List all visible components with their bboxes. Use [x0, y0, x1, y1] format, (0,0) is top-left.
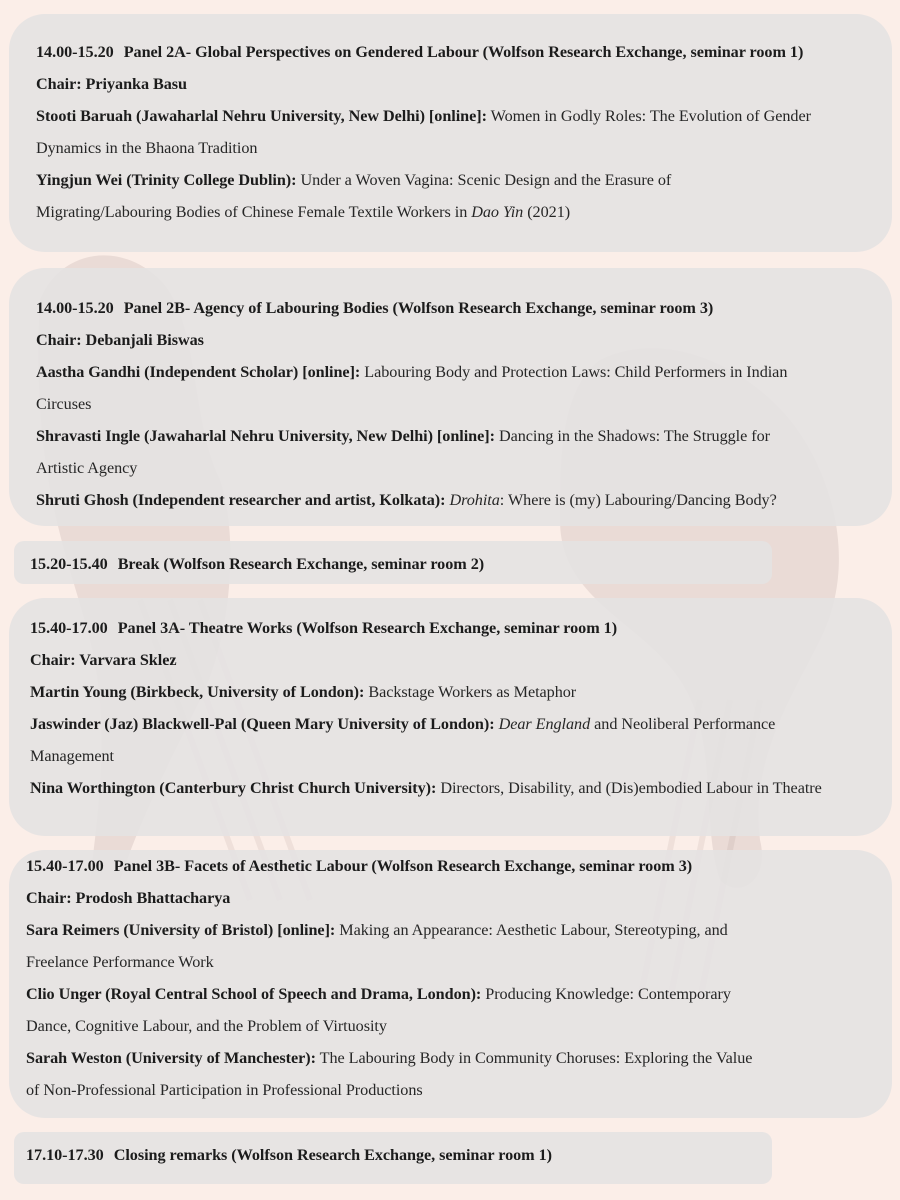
- talk-title: Dancing in the Shadows: The Struggle for: [498, 427, 770, 445]
- talk-title-continued: Artistic Agency: [36, 459, 138, 477]
- session-chair: Chair: Prodosh Bhattacharya: [26, 889, 231, 907]
- session-heading: [30, 618, 617, 638]
- talk-speaker: Yingjun Wei (Trinity College Dublin):: [36, 171, 297, 189]
- session-heading: [26, 1145, 552, 1165]
- talk-speaker: Shruti Ghosh (Independent researcher and artist, Kolkata):: [36, 491, 446, 509]
- session-chair: Chair: Priyanka Basu: [36, 75, 188, 93]
- talk-speaker: Stooti Baruah (Jawaharlal Nehru University, New Delhi) [online]:: [36, 107, 487, 125]
- talk-title-continued: Circuses: [36, 395, 92, 413]
- session-label: Break (Wolfson Research Exchange, seminar room 2): [117, 555, 485, 573]
- talk-speaker: Clio Unger (Royal Central School of Speech and Drama, London):: [26, 985, 482, 1003]
- talk-title: The Labouring Body in Community Choruses: Exploring the Value: [319, 1049, 753, 1067]
- talk-speaker: Shravasti Ingle (Jawaharlal Nehru University, New Delhi) [online]:: [36, 427, 495, 445]
- talk-entry: [26, 1048, 752, 1068]
- talk-title-text: (2021): [527, 203, 571, 221]
- talk-entry: [30, 682, 576, 702]
- talk-title-italic: Dear England: [498, 715, 591, 733]
- talk-title-continued: Dynamics in the Bhaona Tradition: [36, 139, 258, 157]
- talk-title: Making an Appearance: Aesthetic Labour, Stereotyping, and: [339, 921, 728, 939]
- session-heading: [36, 42, 803, 62]
- talk-entry: [36, 490, 777, 510]
- talk-entry: [26, 984, 731, 1004]
- session-label: Panel 3A- Theatre Works (Wolfson Research Exchange, seminar room 1): [117, 619, 618, 637]
- session-label: Closing remarks (Wolfson Research Exchange, seminar room 1): [113, 1146, 552, 1164]
- talk-title-continued: Freelance Performance Work: [26, 953, 214, 971]
- talk-entry: [36, 170, 671, 190]
- session-chair: Chair: Debanjali Biswas: [36, 331, 204, 349]
- talk-title-continued: of Non-Professional Participation in Professional Productions: [26, 1081, 423, 1099]
- talk-entry: [30, 778, 822, 798]
- session-time: 15.40-17.00: [30, 619, 108, 637]
- session-time: 14.00-15.20: [36, 299, 114, 317]
- talk-entry: [26, 920, 728, 940]
- talk-title-continued: Dance, Cognitive Labour, and the Problem of Virtuosity: [26, 1017, 387, 1035]
- talk-title: Backstage Workers as Metaphor: [368, 683, 577, 701]
- session-time: 17.10-17.30: [26, 1146, 104, 1164]
- talk-entry: [36, 106, 811, 126]
- session-time: 15.40-17.00: [26, 857, 104, 875]
- session-time: 14.00-15.20: [36, 43, 114, 61]
- talk-speaker: Martin Young (Birkbeck, University of London):: [30, 683, 365, 701]
- talk-entry: [36, 362, 787, 382]
- talk-title: Directors, Disability, and (Dis)embodied Labour in Theatre: [440, 779, 822, 797]
- talk-title: : Where is (my) Labouring/Dancing Body?: [499, 491, 777, 509]
- session-heading: [30, 554, 484, 574]
- talk-speaker: Nina Worthington (Canterbury Christ Church University):: [30, 779, 437, 797]
- session-time: 15.20-15.40: [30, 555, 108, 573]
- talk-title-italic: Drohita: [449, 491, 500, 509]
- talk-title: Producing Knowledge: Contemporary: [485, 985, 731, 1003]
- session-chair: Chair: Varvara Sklez: [30, 651, 177, 669]
- session-label: Panel 2B- Agency of Labouring Bodies (Wolfson Research Exchange, seminar room 3): [123, 299, 714, 317]
- talk-title-continued: [36, 202, 570, 222]
- talk-title: Women in Godly Roles: The Evolution of Gender: [490, 107, 811, 125]
- talk-title-continued: Management: [30, 747, 115, 765]
- talk-speaker: Aastha Gandhi (Independent Scholar) [online]:: [36, 363, 361, 381]
- session-label: Panel 3B- Facets of Aesthetic Labour (Wolfson Research Exchange, seminar room 3): [113, 857, 693, 875]
- talk-speaker: Sara Reimers (University of Bristol) [online]:: [26, 921, 336, 939]
- talk-title: Under a Woven Vagina: Scenic Design and the Erasure of: [300, 171, 672, 189]
- talk-title: and Neoliberal Performance: [594, 715, 776, 733]
- talk-entry: [36, 426, 770, 446]
- talk-speaker: Sarah Weston (University of Manchester):: [26, 1049, 316, 1067]
- session-label: Panel 2A- Global Perspectives on Gendered Labour (Wolfson Research Exchange, seminar room 1): [123, 43, 804, 61]
- session-heading: [26, 856, 692, 876]
- talk-title: Labouring Body and Protection Laws: Child Performers in Indian: [364, 363, 788, 381]
- talk-title-text: Migrating/Labouring Bodies of Chinese Female Textile Workers in: [36, 203, 468, 221]
- talk-entry: [30, 714, 775, 734]
- talk-title-italic: Dao Yin: [471, 203, 524, 221]
- talk-speaker: Jaswinder (Jaz) Blackwell-Pal (Queen Mary University of London):: [30, 715, 495, 733]
- session-heading: [36, 298, 713, 318]
